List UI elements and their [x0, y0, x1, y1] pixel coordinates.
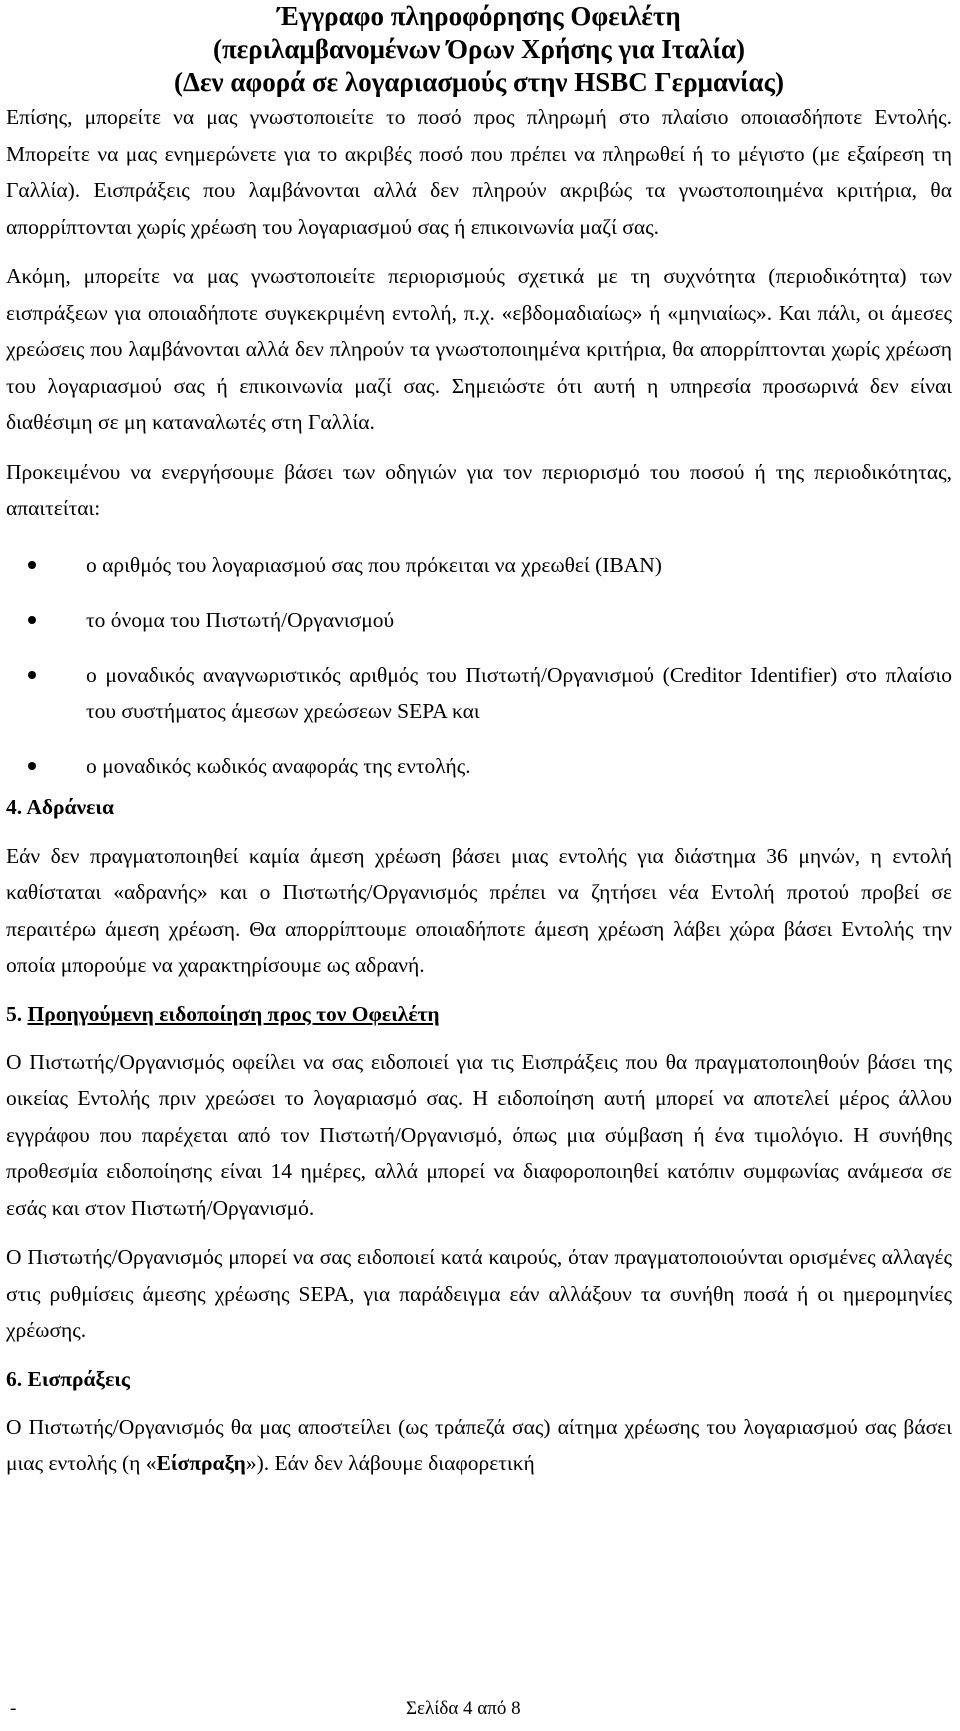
- bullet-icon: [28, 616, 36, 624]
- list-item: ο αριθμός του λογαριασμού σας που πρόκειται να χρεωθεί (IBAN): [6, 547, 952, 583]
- header-subtitle: (περιλαμβανομένων Όρων Χρήσης για Ιταλία): [212, 34, 746, 64]
- document-body: [6, 99, 952, 1482]
- bullet-icon: [28, 561, 36, 569]
- header-note: (Δεν αφορά σε λογαριασμούς στην HSBC Γερμανίας): [174, 67, 784, 97]
- header-title: Έγγραφο πληροφόρησης Οφειλέτη: [277, 1, 681, 31]
- section-5-text-1: Ο Πιστωτής/Οργανισμός οφείλει να σας ειδοποιεί για τις Εισπράξεις που θα πραγματοποιηθούν βάσει της οικείας Εντολής πριν χρεώσει το λογαριασμό σας. Η ειδοποίηση αυτή μπορεί να αποτελεί μέρος άλλου εγγράφου που παρέχεται από τον Πιστωτή/Οργανισμό, όπως μια σύμβαση ή ένα τιμολόγιο. Η συνήθης προθεσμία ειδοποίησης είναι 14 ημέρες, αλλά μπορεί να διαφοροποιηθεί κατόπιν συμφωνίας ανάμεσα σε εσάς και στον Πιστωτή/Οργανισμό.: [6, 1049, 952, 1220]
- document-header: [6, 0, 952, 99]
- section-5-text-2: Ο Πιστωτής/Οργανισμός μπορεί να σας ειδοποιεί κατά καιρούς, όταν πραγματοποιούνται ορισμένες αλλαγές στις ρυθμίσεις άμεσης χρέωσης SEPA, για παράδειγμα εάν αλλάξουν τα συνήθη ποσά ή οι ημερομηνίες χρέωσης.: [6, 1245, 952, 1342]
- footer-dash: -: [10, 1698, 17, 1719]
- paragraph-frequency-restrictions: Ακόμη, μπορείτε να μας γνωστοποιείτε περιορισμούς σχετικά με τη συχνότητα (περιοδικότητα) των εισπράξεων για οποιαδήποτε συγκεκριμένη εντολή, π.χ. «εβδομαδιαίως» ή «μηνιαίως». Και πάλι, οι άμεσες χρεώσεις που λαμβάνονται αλλά δεν πληρούν τα γνωστοποιημένα κριτήρια, θα απορρίπτονται χωρίς χρέωση του λογαριασμού σας ή επικοινωνία μαζί σας. Σημειώστε ότι αυτή η υπηρεσία προσωρινά δεν είναι διαθέσιμη σε μη καταναλωτές στη Γαλλία.: [6, 264, 952, 434]
- section-5-heading: 5. Προηγούμενη ειδοποίηση προς τον Οφειλέτη: [6, 1001, 440, 1026]
- paragraph-amount-notification: Επίσης, μπορείτε να μας γνωστοποιείτε το ποσό προς πληρωμή στο πλαίσιο οποιασδήποτε Εντολής. Μπορείτε να μας ενημερώνετε για το ακριβές ποσό που πρέπει να πληρωθεί ή το μέγιστο (με εξαίρεση τη Γαλλία). Εισπράξεις που λαμβάνονται αλλά δεν πληρούν ακριβώς τα γνωστοποιημένα κριτήρια, θα απορρίπτονται χωρίς χρέωση του λογαριασμού σας ή επικοινωνία μαζί σας.: [6, 105, 952, 239]
- section-4-text: Εάν δεν πραγματοποιηθεί καμία άμεση χρέωση βάσει μιας εντολής για διάστημα 36 μηνών, η εντολή καθίσταται «αδρανής» και ο Πιστωτής/Οργανισμός πρέπει να ζητήσει νέα Εντολή προτού προβεί σε περαιτέρω άμεση χρέωση. Θα απορρίπτουμε οποιαδήποτε άμεση χρέωση λάβει χώρα βάσει Εντολής την οποία μπορούμε να χαρακτηρίσουμε ως αδρανή.: [6, 843, 952, 977]
- section-6-heading: 6. Εισπράξεις: [6, 1366, 130, 1391]
- page-number: Σελίδα 4 από 8: [406, 1698, 521, 1719]
- section-4-heading: 4. Αδράνεια: [6, 794, 114, 819]
- paragraph-requirements-intro: Προκειμένου να ενεργήσουμε βάσει των οδηγιών για τον περιορισμό του ποσού ή της περιοδικότητας, απαιτείται:: [6, 459, 952, 520]
- list-item: το όνομα του Πιστωτή/Οργανισμού: [6, 602, 952, 638]
- bullet-icon: [28, 671, 36, 679]
- list-item: ο μοναδικός αναγνωριστικός αριθμός του Πιστωτή/Οργανισμού (Creditor Identifier) στο πλαίσιο του συστήματος άμεσων χρεώσεων SEPA και: [6, 657, 952, 729]
- requirements-list: [6, 547, 952, 784]
- list-item: ο μοναδικός κωδικός αναφοράς της εντολής.: [6, 748, 952, 784]
- bullet-icon: [28, 762, 36, 770]
- section-6-text: Ο Πιστωτής/Οργανισμός θα μας αποστείλει (ως τράπεζά σας) αίτημα χρέωσης του λογαριασμού σας βάσει μιας εντολής (η «Είσπραξη»). Εάν δεν λάβουμε διαφορετική: [6, 1414, 952, 1475]
